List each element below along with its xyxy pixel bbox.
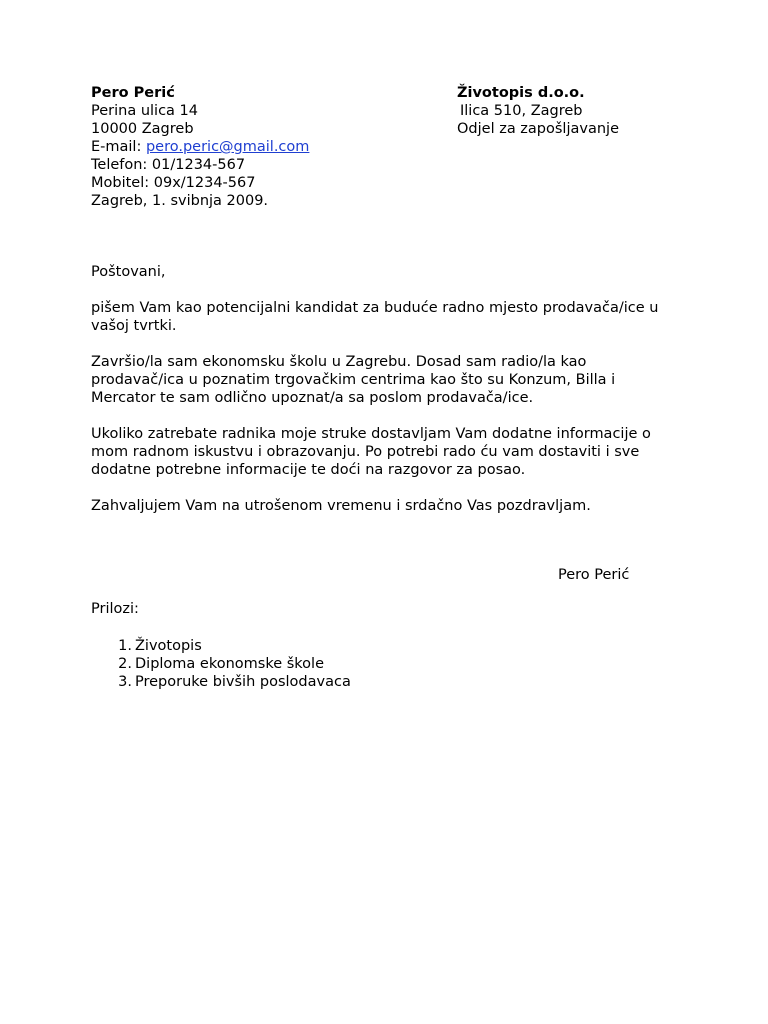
list-item-label: Preporuke bivših poslodavaca [135, 674, 351, 690]
list-item-label: Životopis [135, 638, 202, 654]
recipient-company: Životopis d.o.o. [457, 85, 585, 101]
sender-block [91, 84, 309, 210]
recipient-department: Odjel za zapošljavanje [457, 121, 619, 137]
list-number: 3. [118, 674, 132, 690]
attachments-list [91, 637, 351, 691]
paragraph-intro: pišem Vam kao potencijalni kandidat za buduće radno mjesto prodavača/ice u vašoj tvrtki. [91, 300, 659, 334]
paragraph-experience: Završio/la sam ekonomsku školu u Zagrebu. Dosad sam radio/la kao prodavač/ica u poznatim trgovačkim centrima kao što su Konzum, Billa i Mercator te sam odlično upoznat/a sa poslom prodavača/ice. [91, 354, 616, 406]
signature: Pero Perić [558, 567, 630, 583]
letter-body [91, 263, 671, 533]
sender-street: Perina ulica 14 [91, 103, 198, 119]
recipient-block [457, 84, 619, 138]
sender-mobile: Mobitel: 09x/1234-567 [91, 175, 256, 191]
paragraph-offer: Ukoliko zatrebate radnika moje struke dostavljam Vam dodatne informacije o mom radnom iskustvu i obrazovanju. Po potrebi rado ću vam dostaviti i sve dodatne potrebne informacije te doći na razgovor za posao. [91, 426, 651, 478]
sender-city: 10000 Zagreb [91, 121, 194, 137]
list-item-label: Diploma ekonomske škole [135, 656, 324, 672]
list-number: 1. [118, 638, 132, 654]
list-item [91, 673, 351, 691]
letter-date: Zagreb, 1. svibnja 2009. [91, 193, 269, 209]
attachments-title: Prilozi: [91, 601, 139, 617]
list-item [91, 637, 351, 655]
sender-phone: Telefon: 01/1234-567 [91, 157, 246, 173]
email-link[interactable]: pero.peric@gmail.com [145, 139, 310, 155]
recipient-street: Ilica 510, Zagreb [460, 103, 583, 119]
list-item [91, 655, 351, 673]
sender-name: Pero Perić [91, 85, 175, 101]
paragraph-closing: Zahvaljujem Vam na utrošenom vremenu i srdačno Vas pozdravljam. [91, 498, 591, 514]
sender-email-line [91, 138, 309, 156]
email-label: E-mail: [91, 139, 146, 155]
list-number: 2. [118, 656, 132, 672]
greeting: Poštovani, [91, 264, 166, 280]
